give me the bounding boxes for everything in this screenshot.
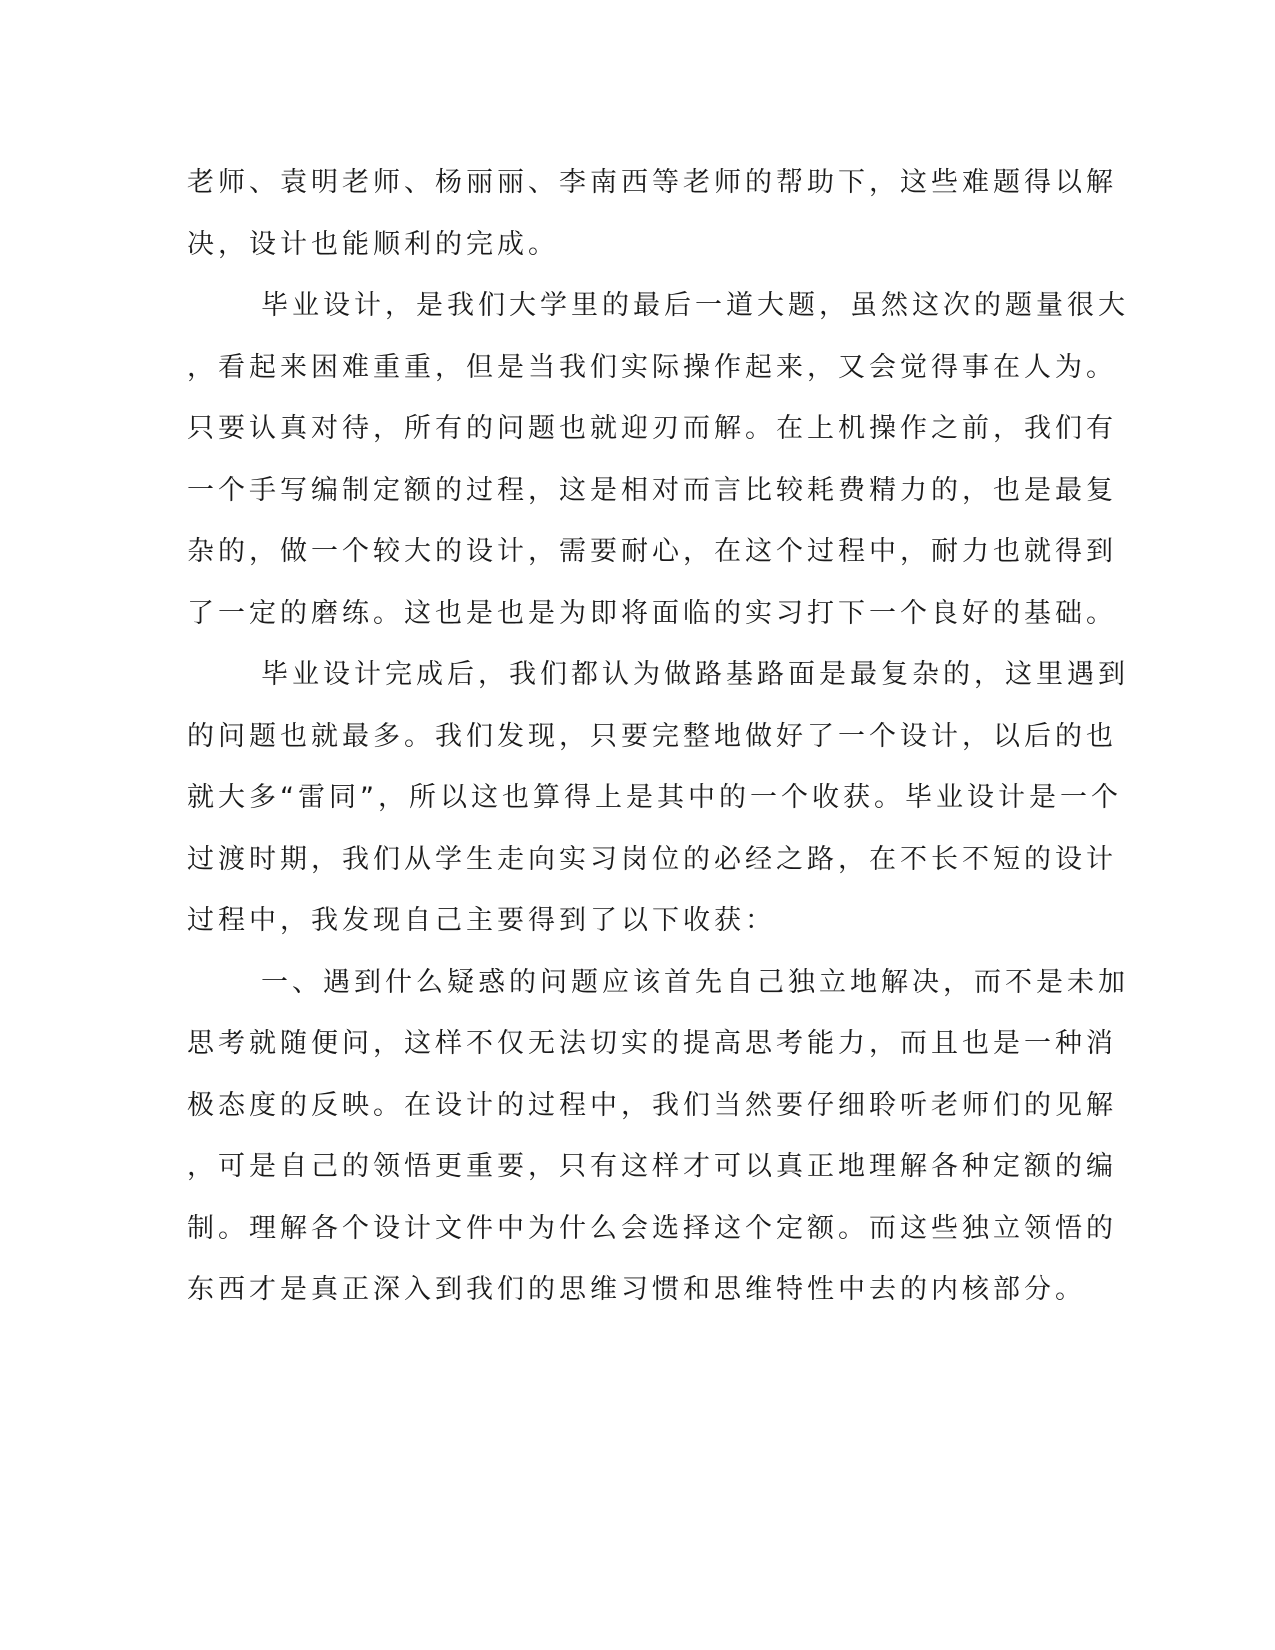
text-line: 决，设计也能顺利的完成。 <box>187 228 559 260</box>
text-line: ，看起来困难重重，但是当我们实际操作起来，又会觉得事在人为。 <box>187 351 1117 383</box>
text-line: ，可是自己的领悟更重要，只有这样才可以真正地理解各种定额的编 <box>187 1151 1117 1182</box>
text-line: 的问题也就最多。我们发现，只要完整地做好了一个设计，以后的也 <box>187 720 1117 752</box>
paragraph-start-line: 毕业设计，是我们大学里的最后一道大题，虽然这次的题量很大 <box>261 290 1129 321</box>
paragraph-start-line: 一、遇到什么疑惑的问题应该首先自己独立地解决，而不是未加 <box>261 966 1129 998</box>
text-line: 杂的，做一个较大的设计，需要耐心，在这个过程中，耐力也就得到 <box>187 536 1117 567</box>
text-line: 老师、袁明老师、杨丽丽、李南西等老师的帮助下，这些难题得以解 <box>187 167 1117 198</box>
text-line: 一个手写编制定额的过程，这是相对而言比较耗费精力的，也是最复 <box>187 474 1117 506</box>
text-line: 就大多“雷同”，所以这也算得上是其中的一个收获。毕业设计是一个 <box>187 782 1122 813</box>
body-text <box>187 152 1129 1321</box>
text-line: 极态度的反映。在设计的过程中，我们当然要仔细聆听老师们的见解 <box>187 1089 1117 1121</box>
text-line: 过渡时期，我们从学生走向实习岗位的必经之路，在不长不短的设计 <box>187 843 1117 875</box>
text-line: 了一定的磨练。这也是也是为即将面临的实习打下一个良好的基础。 <box>187 597 1117 629</box>
text-line: 只要认真对待，所有的问题也就迎刃而解。在上机操作之前，我们有 <box>187 413 1117 444</box>
text-line: 思考就随便问，这样不仅无法切实的提高思考能力，而且也是一种消 <box>187 1028 1117 1059</box>
paragraph-start-line: 毕业设计完成后，我们都认为做路基路面是最复杂的，这里遇到 <box>261 659 1129 690</box>
text-line: 东西才是真正深入到我们的思维习惯和思维特性中去的内核部分。 <box>187 1274 1086 1305</box>
text-line: 过程中，我发现自己主要得到了以下收获： <box>187 905 776 936</box>
text-line: 制。理解各个设计文件中为什么会选择这个定额。而这些独立领悟的 <box>187 1212 1117 1244</box>
